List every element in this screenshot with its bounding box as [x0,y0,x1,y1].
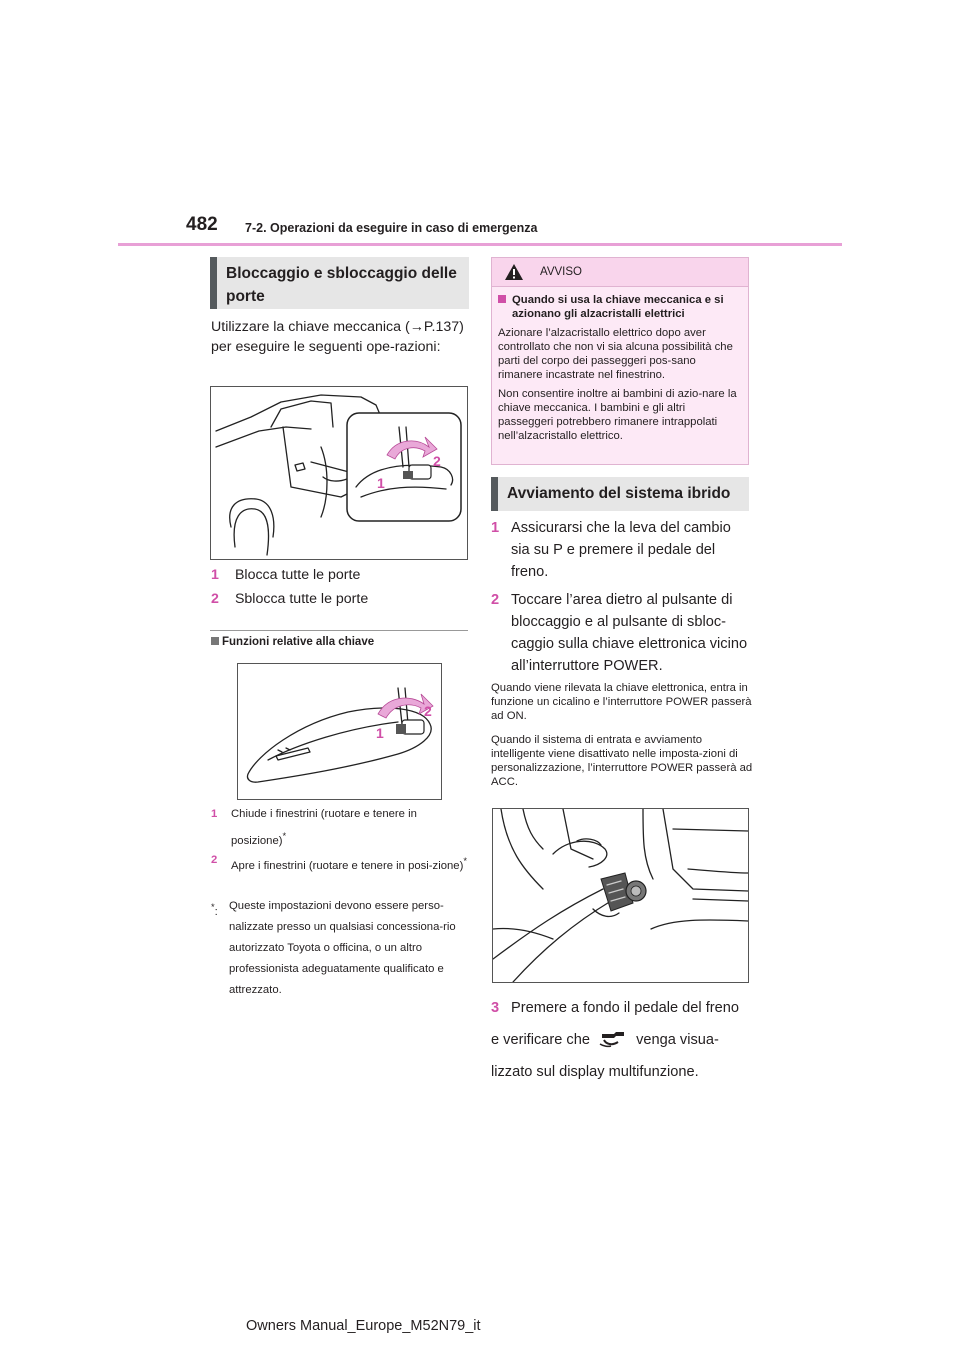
warning-title: AVVISO [540,266,582,278]
figure2-label-2: 2 [424,703,432,719]
step-number: 2 [211,854,218,866]
subsection-title: Funzioni relative alla chiave [211,636,374,648]
hybrid-note-2: Quando il sistema di entrata e avviamento intelligente viene disattivato nelle imposta-zioni di personalizzazione, l’interruttore POWER passerà ad ACC. [491,734,753,788]
step-text: Sblocca tutte le porte [234,591,369,607]
warning-paragraph-1: Azionare l’alzacristallo elettrico dopo aver controllato che non vi sia alcuna possibilità che parti del corpo dei passeggeri pos-sano rimanere incastrate nel finestrino. [498,327,733,381]
step-text: Toccare l’area dietro al pulsante di bloccaggio e al pulsante di sbloc-caggio sulla chiave elettronica vicino all’interruttore POWER. [511,592,748,674]
figure-door-lock [210,386,468,560]
step-number: 2 [491,592,500,608]
warning-heading: Quando si usa la chiave meccanica e si azionano gli alzacristalli elettrici [498,293,740,321]
figure2-label-1: 1 [376,725,384,741]
section-title-doors [210,257,469,309]
power-switch-illustration [493,809,748,982]
section-title-hybrid [491,477,749,511]
step-number: 2 [211,591,219,607]
figure1-label-1: 1 [377,475,385,491]
hybrid-step-2 [491,589,749,677]
step-number: 3 [491,1000,500,1016]
hybrid-step-1 [491,517,749,583]
section-title-doors-text: Bloccaggio e sbloccaggio delle porte [226,265,457,305]
step-number: 1 [211,567,219,583]
warning-triangle-icon [504,263,524,281]
warning-paragraph-2: Non consentire inoltre ai bambini di azio-nare la chiave meccanica. I bambini e gli altri passeggeri potrebbero rimanere intrappolati nell’alzacristallo elettrico. [498,388,737,442]
key-step-1 [211,804,471,852]
door-step-1 [211,564,360,586]
door-handle-illustration [238,664,441,799]
header-rule [118,243,842,246]
door-step-2 [211,588,368,610]
step-number: 1 [491,520,500,536]
step-text: Blocca tutte le porte [234,567,361,583]
subsection-divider [210,630,468,631]
hybrid-step-3: 3 Premere a fondo il pedale del freno e verificare che venga visua-lizzato sul display multifunzione. [491,992,749,1088]
figure-key-functions [237,663,442,800]
footer-text: Owners Manual_Europe_M52N79_it [246,1318,481,1334]
step-text: Apre i finestrini (ruotare e tenere in posi-zione)* [231,855,467,872]
figure-power-switch [492,808,749,983]
figure1-label-2: 2 [433,453,441,469]
step-text: Chiude i finestrini (ruotare e tenere in posizione)* [231,808,417,847]
footnote-text: Queste impostazioni devono essere perso-nalizzate presso un qualsiasi concessiona-rio autorizzato Toyota o officina, o un altro professionista adeguatamente qualificato e attrezzato. [229,900,456,996]
footnote: *: Queste impostazioni devono essere perso-nalizzate presso un qualsiasi concessiona-rio autorizzato Toyota o officina, o un altro professionista adeguatamente qualificato e attrezzato. [211,896,469,1001]
car-door-illustration [211,387,467,559]
page-number: 482 [186,214,218,235]
step-text: Assicurarsi che la leva del cambio sia su P e premere il pedale del freno. [511,520,731,580]
square-bullet-icon [211,637,219,645]
warning-header [492,258,748,287]
square-bullet-icon [498,295,506,303]
step-number: 1 [211,808,218,820]
header-title: 7-2. Operazioni da eseguire in caso di emergenza [245,221,538,235]
section-title-hybrid-text: Avviamento del sistema ibrido [507,485,731,502]
hybrid-note-1: Quando viene rilevata la chiave elettronica, entra in funzione un cicalino e l’interruttore POWER passerà ad ON. [491,682,752,722]
brake-indicator-icon [598,1028,628,1048]
warning-box [491,257,749,465]
intro-paragraph: Utilizzare la chiave meccanica (→P.137) per eseguire le seguenti ope-razioni: [211,319,464,355]
key-step-2 [211,850,471,877]
